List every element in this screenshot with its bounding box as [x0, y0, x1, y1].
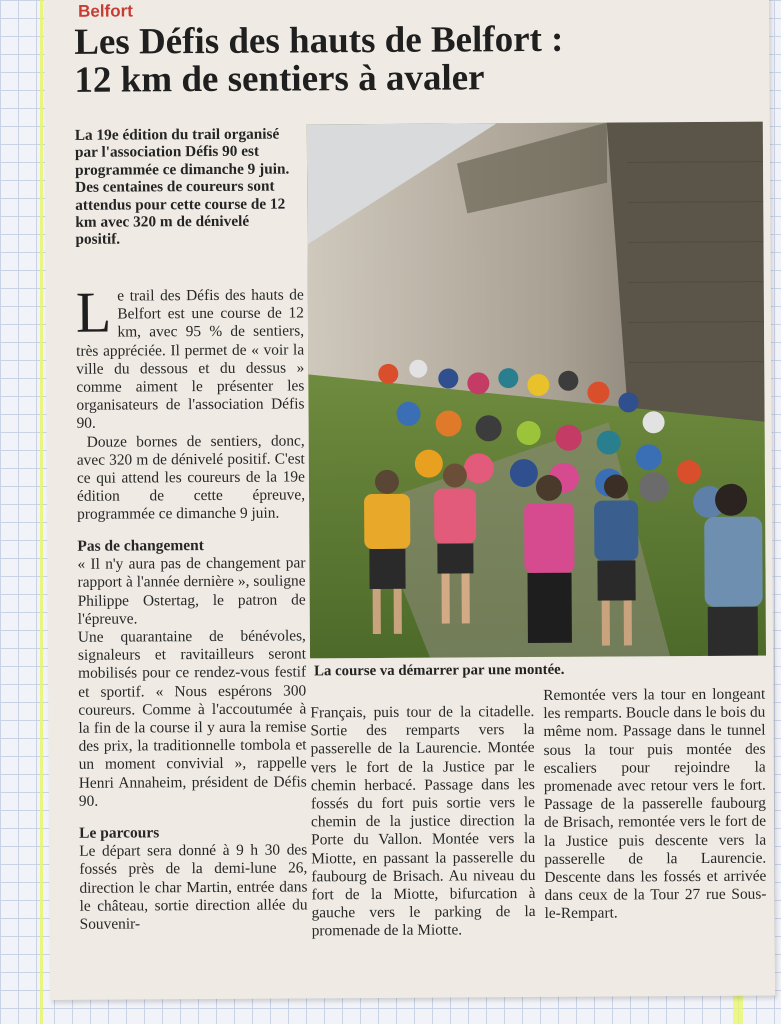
column-2 [310, 703, 535, 941]
column-1-sections [77, 536, 307, 934]
section2-paragraph-1: Le départ sera donné à 9 h 30 des fossés près de la demi-lune 26, direction le char Martin, entrée dans le château, sortie direction allée du Souvenir- [79, 841, 308, 933]
intro-paragraph-1 [75, 279, 305, 433]
dropcap: L [75, 279, 112, 345]
section1-paragraph-2: Une quarantaine de bénévoles, signaleurs et ravitailleurs seront mobilisés pour ce rendez-vous festif et sportif. « Nous espérons 300 coureurs. Comme à l'accoutumée à la fin de la course il y aura la remise des prix, la traditionnelle tombola et un moment convivial », rappelle Henri Annaheim, président de Défis 90. [77, 627, 307, 810]
section1-paragraph-1: « Il n'y aura pas de changement par rapport à l'année dernière », souligne Philippe Ostertag, le patron de l'épreuve. [77, 554, 306, 628]
headline-line-2: 12 km de sentiers à avaler [74, 57, 485, 101]
section-title-pas-de-changement: Pas de changement [77, 537, 204, 555]
column-1-intro [75, 279, 306, 524]
column-3 [543, 686, 766, 924]
kicker-label: Belfort [78, 1, 133, 21]
lead-paragraph: La 19e édition du trail organisé par l'association Défis 90 est programmée ce dimanche 9 juin. Des centaines de coureurs sont attendus pour cette course de 12 km avec 320 m de dénivelé positif. [74, 125, 290, 249]
headline-line-1: Les Défis des hauts de Belfort : [74, 18, 564, 63]
newspaper-clipping [44, 0, 775, 1000]
photo-caption: La course va démarrer par une montée. [314, 661, 565, 680]
column-2-text: Français, puis tour de la citadelle. Sortie des remparts vers la passerelle de la Laurencie. Montée vers le fort de la Justice par le chemin herbacé. Passage dans les fossés du fort puis sortie vers le chemin de la justice direction la Porte du Vallon. Montée vers la Miotte, en passant la passerelle du faubourg de Brisach. Au niveau du fort de la Miotte, bifurcation à gauche vers le parking de la promenade de la Miotte. [310, 703, 536, 940]
intro-paragraph-2: Douze bornes de sentiers, donc, avec 320 m de dénivelé positif. C'est ce qui attend les coureurs de la 19e édition de cette épreuve, programmée ce dimanche 9 juin. [76, 432, 306, 524]
column-3-text: Remontée vers la tour en longeant les remparts. Boucle dans le bois du même nom. Passage dans le tunnel sous la tour puis montée des escaliers pour rejoindre la promenade avec retour vers le fort. Passage de la passerelle faubourg de Brisach, remontée vers le fort de la Justice puis descente vers la passerelle de la Laurencie. Descente dans les fossés et arrivée dans ceux de la Tour 27 rue Sous-le-Rempart. [543, 685, 767, 923]
highlighter-mark-left [40, 0, 43, 1024]
intro-text-1: e trail des Défis des hauts de Belfort est une course de 12 km, avec 95 % de sentiers, très appréciée. Il permet de « voir la ville du dessous et du dessus » comme aiment le présenter les organisateurs de l'association Défis 90. [76, 286, 305, 433]
race-photo [307, 122, 766, 659]
section-title-le-parcours: Le parcours [79, 824, 160, 842]
race-photo-illustration [307, 122, 766, 659]
headline [74, 20, 714, 100]
